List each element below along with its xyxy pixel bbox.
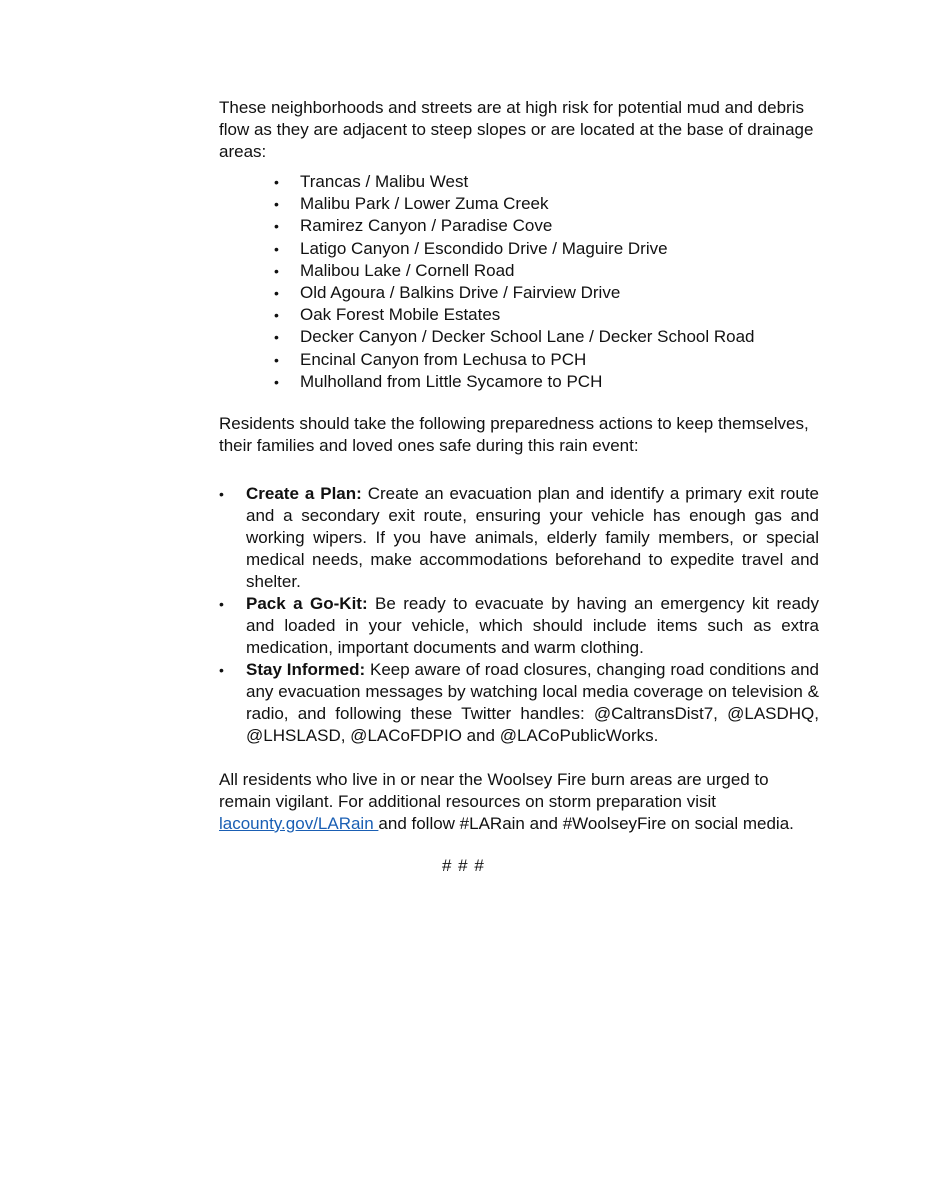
action-item-go-kit: [219, 593, 819, 659]
list-item: [219, 193, 819, 215]
neighborhood-name: Old Agoura / Balkins Drive / Fairview Drive: [300, 282, 621, 302]
list-item: [219, 326, 819, 348]
bullet-icon: •: [274, 262, 279, 279]
list-item: [219, 260, 819, 282]
action-title: Create a Plan:: [246, 483, 362, 503]
bullet-icon: •: [219, 661, 224, 678]
neighborhood-name: Malibu Park / Lower Zuma Creek: [300, 194, 549, 214]
bullet-icon: •: [274, 307, 279, 324]
bullet-icon: •: [274, 218, 279, 235]
bullet-icon: •: [274, 174, 279, 190]
bullet-icon: •: [274, 329, 279, 346]
action-item-create-plan: [219, 483, 819, 593]
neighborhood-name: Decker Canyon / Decker School Lane / Decker School Road: [300, 327, 755, 347]
list-item: [219, 215, 819, 237]
neighborhood-name: Trancas / Malibu West: [300, 172, 469, 191]
residents-paragraph: Residents should take the following preparedness actions to keep themselves, their families and loved ones safe during this rain event:: [219, 413, 809, 455]
bullet-icon: •: [274, 284, 279, 301]
neighborhood-name: Encinal Canyon from Lechusa to PCH: [300, 349, 587, 369]
closing-paragraph: [219, 769, 819, 835]
neighborhood-name: Oak Forest Mobile Estates: [300, 305, 501, 325]
preparedness-actions-list: [219, 483, 819, 747]
intro-paragraph: These neighborhoods and streets are at high risk for potential mud and debris flow as they are adjacent to steep slopes or are located at the base of drainage areas:: [219, 98, 814, 161]
action-text: Create an evacuation plan and identify a primary exit route and a secondary exit route, ensuring your vehicle has enough gas and working wipers. If you have animals, elderly family members, or special medical needs, make accommodations beforehand to expedite travel and shelter.: [246, 483, 819, 591]
action-title: Pack a Go-Kit:: [246, 593, 368, 613]
closing-text: All residents who live in or near the Woolsey Fire burn areas are urged to remain vigilant. For additional resources on storm preparation visit: [219, 769, 769, 811]
larain-link[interactable]: lacounty.gov/LARain: [219, 813, 379, 833]
bullet-icon: •: [274, 351, 279, 368]
bullet-icon: •: [219, 485, 224, 502]
list-item: [219, 304, 819, 326]
end-mark: # # #: [442, 855, 485, 875]
neighborhood-name: Malibou Lake / Cornell Road: [300, 260, 515, 280]
closing-text-end: and follow #LARain and #WoolseyFire on social media.: [378, 813, 794, 833]
neighborhood-name: Mulholland from Little Sycamore to PCH: [300, 371, 603, 391]
neighborhood-name: Latigo Canyon / Escondido Drive / Maguire Drive: [300, 238, 668, 258]
list-item: [219, 238, 819, 260]
bullet-icon: •: [274, 373, 279, 390]
neighborhood-list: [219, 171, 819, 393]
neighborhood-name: Ramirez Canyon / Paradise Cove: [300, 216, 553, 236]
list-item: [219, 282, 819, 304]
action-title: Stay Informed:: [246, 659, 366, 679]
bullet-icon: •: [219, 595, 224, 612]
list-item: [219, 171, 819, 193]
bullet-icon: •: [274, 196, 279, 213]
action-text: Be ready to evacuate by having an emergency kit ready and loaded in your vehicle, which should include items such as extra medication, important documents and warm clothing.: [246, 593, 819, 657]
document-page: [219, 97, 819, 877]
list-item: [219, 371, 819, 393]
list-item: [219, 349, 819, 371]
action-text: Keep aware of road closures, changing road conditions and any evacuation messages by watching local media coverage on television & radio, and following these Twitter handles: @CaltransDist7, @LASDHQ, @LHSLASD, @LACoFDPIO and @LACoPublicWorks.: [246, 659, 819, 745]
action-item-stay-informed: [219, 659, 819, 747]
bullet-icon: •: [274, 240, 279, 257]
